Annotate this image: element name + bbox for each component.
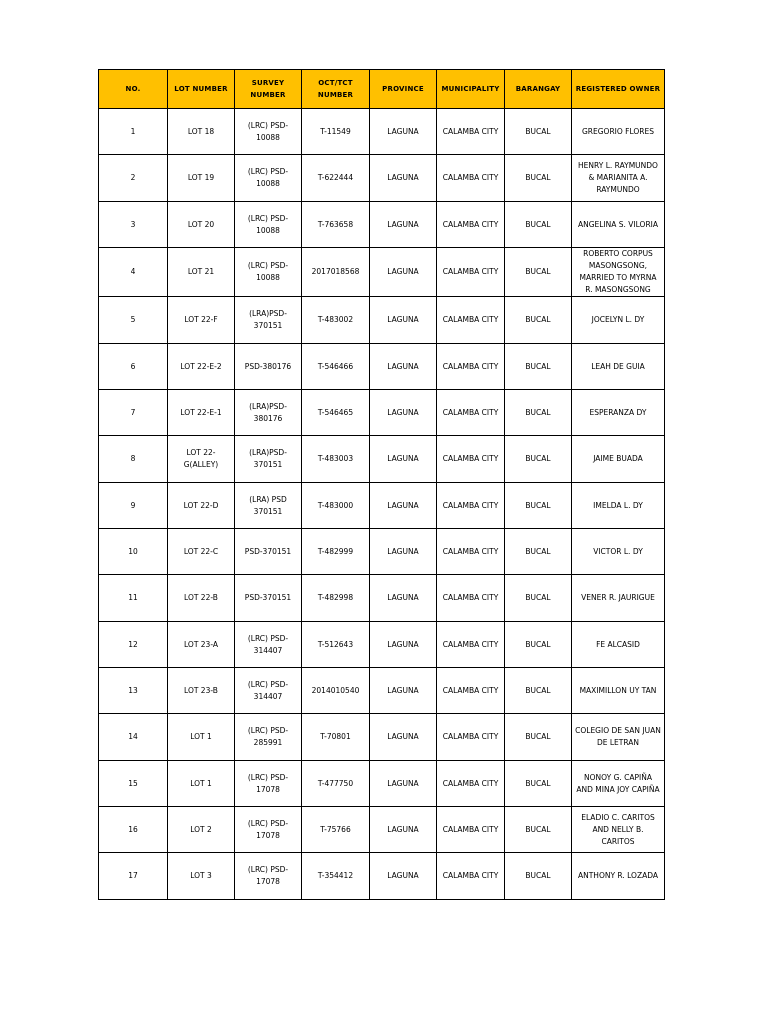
cell-barangay: BUCAL — [505, 622, 572, 668]
cell-registered-owner: FE ALCASID — [572, 622, 665, 668]
cell-municipality: CALAMBA CITY — [437, 529, 505, 575]
cell-barangay: BUCAL — [505, 344, 572, 390]
cell-no: 10 — [99, 529, 168, 575]
cell-barangay: BUCAL — [505, 761, 572, 807]
cell-barangay: BUCAL — [505, 155, 572, 202]
cell-barangay: BUCAL — [505, 483, 572, 529]
cell-oct-tct-number: T-482998 — [302, 575, 370, 622]
cell-municipality: CALAMBA CITY — [437, 483, 505, 529]
cell-no: 15 — [99, 761, 168, 807]
cell-registered-owner: JAIME BUADA — [572, 436, 665, 483]
header-oct-tct-number: OCT/TCT NUMBER — [302, 70, 370, 109]
cell-registered-owner: HENRY L. RAYMUNDO & MARIANITA A. RAYMUNDO — [572, 155, 665, 202]
cell-lot-number: LOT 23-B — [168, 668, 235, 714]
cell-oct-tct-number: T-546465 — [302, 390, 370, 436]
cell-no: 16 — [99, 807, 168, 853]
cell-registered-owner: COLEGIO DE SAN JUAN DE LETRAN — [572, 714, 665, 761]
cell-lot-number: LOT 22-D — [168, 483, 235, 529]
header-survey-number: SURVEY NUMBER — [235, 70, 302, 109]
cell-no: 17 — [99, 853, 168, 900]
cell-survey-number: (LRC) PSD-10088 — [235, 109, 302, 155]
table-row — [99, 807, 665, 853]
table-row — [99, 761, 665, 807]
cell-province: LAGUNA — [370, 155, 437, 202]
table-row — [99, 202, 665, 248]
cell-registered-owner: JOCELYN L. DY — [572, 297, 665, 344]
table-row — [99, 529, 665, 575]
cell-municipality: CALAMBA CITY — [437, 436, 505, 483]
cell-lot-number: LOT 23-A — [168, 622, 235, 668]
cell-municipality: CALAMBA CITY — [437, 761, 505, 807]
table-body — [99, 109, 665, 900]
table-row — [99, 853, 665, 900]
cell-survey-number: (LRC) PSD-314407 — [235, 622, 302, 668]
cell-province: LAGUNA — [370, 575, 437, 622]
cell-survey-number: (LRC) PSD-17078 — [235, 853, 302, 900]
cell-survey-number: PSD-370151 — [235, 575, 302, 622]
cell-barangay: BUCAL — [505, 248, 572, 297]
cell-no: 11 — [99, 575, 168, 622]
cell-municipality: CALAMBA CITY — [437, 248, 505, 297]
cell-no: 13 — [99, 668, 168, 714]
cell-oct-tct-number: T-482999 — [302, 529, 370, 575]
cell-registered-owner: VICTOR L. DY — [572, 529, 665, 575]
cell-lot-number: LOT 2 — [168, 807, 235, 853]
lot-ownership-table — [98, 69, 665, 900]
cell-survey-number: (LRA) PSD 370151 — [235, 483, 302, 529]
cell-lot-number: LOT 22-G(ALLEY) — [168, 436, 235, 483]
cell-survey-number: PSD-380176 — [235, 344, 302, 390]
cell-lot-number: LOT 18 — [168, 109, 235, 155]
cell-survey-number: (LRC) PSD-10088 — [235, 202, 302, 248]
cell-lot-number: LOT 3 — [168, 853, 235, 900]
table-row — [99, 248, 665, 297]
cell-oct-tct-number: T-483002 — [302, 297, 370, 344]
cell-lot-number: LOT 22-C — [168, 529, 235, 575]
cell-lot-number: LOT 1 — [168, 714, 235, 761]
cell-lot-number: LOT 19 — [168, 155, 235, 202]
cell-barangay: BUCAL — [505, 202, 572, 248]
cell-survey-number: (LRC) PSD-10088 — [235, 155, 302, 202]
cell-registered-owner: ESPERANZA DY — [572, 390, 665, 436]
cell-lot-number: LOT 22-F — [168, 297, 235, 344]
cell-no: 9 — [99, 483, 168, 529]
table-row — [99, 714, 665, 761]
cell-municipality: CALAMBA CITY — [437, 297, 505, 344]
cell-no: 7 — [99, 390, 168, 436]
cell-registered-owner: ELADIO C. CARITOS AND NELLY B. CARITOS — [572, 807, 665, 853]
header-row — [99, 70, 665, 109]
table-row — [99, 436, 665, 483]
cell-lot-number: LOT 22-E-1 — [168, 390, 235, 436]
cell-barangay: BUCAL — [505, 668, 572, 714]
cell-survey-number: (LRA)PSD-370151 — [235, 436, 302, 483]
cell-oct-tct-number: T-75766 — [302, 807, 370, 853]
cell-barangay: BUCAL — [505, 807, 572, 853]
header-lot-number: LOT NUMBER — [168, 70, 235, 109]
cell-municipality: CALAMBA CITY — [437, 109, 505, 155]
cell-barangay: BUCAL — [505, 575, 572, 622]
table-row — [99, 344, 665, 390]
table-header — [99, 70, 665, 109]
header-no: NO. — [99, 70, 168, 109]
cell-registered-owner: MAXIMILLON UY TAN — [572, 668, 665, 714]
cell-no: 2 — [99, 155, 168, 202]
table-row — [99, 297, 665, 344]
cell-no: 1 — [99, 109, 168, 155]
cell-lot-number: LOT 22-E-2 — [168, 344, 235, 390]
cell-municipality: CALAMBA CITY — [437, 575, 505, 622]
cell-no: 12 — [99, 622, 168, 668]
cell-barangay: BUCAL — [505, 853, 572, 900]
cell-province: LAGUNA — [370, 853, 437, 900]
table-row — [99, 109, 665, 155]
header-municipality: MUNICIPALITY — [437, 70, 505, 109]
cell-survey-number: (LRC) PSD-17078 — [235, 761, 302, 807]
table-row — [99, 390, 665, 436]
table-row — [99, 575, 665, 622]
cell-lot-number: LOT 1 — [168, 761, 235, 807]
cell-survey-number: (LRC) PSD-285991 — [235, 714, 302, 761]
cell-oct-tct-number: T-483000 — [302, 483, 370, 529]
cell-oct-tct-number: T-354412 — [302, 853, 370, 900]
cell-barangay: BUCAL — [505, 529, 572, 575]
cell-barangay: BUCAL — [505, 297, 572, 344]
cell-no: 8 — [99, 436, 168, 483]
cell-province: LAGUNA — [370, 109, 437, 155]
cell-no: 4 — [99, 248, 168, 297]
cell-registered-owner: IMELDA L. DY — [572, 483, 665, 529]
cell-registered-owner: ANGELINA S. VILORIA — [572, 202, 665, 248]
cell-oct-tct-number: T-763658 — [302, 202, 370, 248]
cell-barangay: BUCAL — [505, 714, 572, 761]
cell-survey-number: PSD-370151 — [235, 529, 302, 575]
cell-municipality: CALAMBA CITY — [437, 853, 505, 900]
cell-registered-owner: LEAH DE GUIA — [572, 344, 665, 390]
cell-oct-tct-number: T-70801 — [302, 714, 370, 761]
cell-no: 5 — [99, 297, 168, 344]
cell-province: LAGUNA — [370, 761, 437, 807]
cell-municipality: CALAMBA CITY — [437, 202, 505, 248]
cell-survey-number: (LRC) PSD-17078 — [235, 807, 302, 853]
header-registered-owner: REGISTERED OWNER — [572, 70, 665, 109]
cell-municipality: CALAMBA CITY — [437, 344, 505, 390]
cell-registered-owner: ANTHONY R. LOZADA — [572, 853, 665, 900]
cell-municipality: CALAMBA CITY — [437, 807, 505, 853]
cell-province: LAGUNA — [370, 622, 437, 668]
cell-no: 6 — [99, 344, 168, 390]
cell-survey-number: (LRC) PSD-10088 — [235, 248, 302, 297]
header-province: PROVINCE — [370, 70, 437, 109]
cell-province: LAGUNA — [370, 436, 437, 483]
cell-oct-tct-number: 2014010540 — [302, 668, 370, 714]
cell-province: LAGUNA — [370, 390, 437, 436]
cell-no: 14 — [99, 714, 168, 761]
cell-survey-number: (LRA)PSD-370151 — [235, 297, 302, 344]
cell-registered-owner: NONOY G. CAPIÑA AND MINA JOY CAPIÑA — [572, 761, 665, 807]
cell-province: LAGUNA — [370, 668, 437, 714]
cell-lot-number: LOT 21 — [168, 248, 235, 297]
cell-oct-tct-number: 2017018568 — [302, 248, 370, 297]
cell-municipality: CALAMBA CITY — [437, 622, 505, 668]
cell-province: LAGUNA — [370, 529, 437, 575]
cell-survey-number: (LRC) PSD-314407 — [235, 668, 302, 714]
cell-lot-number: LOT 22-B — [168, 575, 235, 622]
cell-no: 3 — [99, 202, 168, 248]
cell-province: LAGUNA — [370, 483, 437, 529]
cell-municipality: CALAMBA CITY — [437, 390, 505, 436]
cell-registered-owner: VENER R. JAURIGUE — [572, 575, 665, 622]
cell-municipality: CALAMBA CITY — [437, 668, 505, 714]
cell-province: LAGUNA — [370, 202, 437, 248]
table-row — [99, 622, 665, 668]
header-barangay: BARANGAY — [505, 70, 572, 109]
cell-oct-tct-number: T-483003 — [302, 436, 370, 483]
table-row — [99, 483, 665, 529]
cell-oct-tct-number: T-512643 — [302, 622, 370, 668]
cell-oct-tct-number: T-11549 — [302, 109, 370, 155]
cell-barangay: BUCAL — [505, 390, 572, 436]
cell-municipality: CALAMBA CITY — [437, 714, 505, 761]
cell-province: LAGUNA — [370, 807, 437, 853]
cell-barangay: BUCAL — [505, 436, 572, 483]
cell-province: LAGUNA — [370, 344, 437, 390]
cell-barangay: BUCAL — [505, 109, 572, 155]
cell-municipality: CALAMBA CITY — [437, 155, 505, 202]
cell-registered-owner: GREGORIO FLORES — [572, 109, 665, 155]
cell-oct-tct-number: T-622444 — [302, 155, 370, 202]
table-row — [99, 155, 665, 202]
cell-province: LAGUNA — [370, 714, 437, 761]
cell-survey-number: (LRA)PSD-380176 — [235, 390, 302, 436]
cell-registered-owner: ROBERTO CORPUS MASONGSONG, MARRIED TO MYRNA R. MASONGSONG — [572, 248, 665, 297]
table-row — [99, 668, 665, 714]
cell-province: LAGUNA — [370, 248, 437, 297]
cell-oct-tct-number: T-546466 — [302, 344, 370, 390]
cell-province: LAGUNA — [370, 297, 437, 344]
cell-lot-number: LOT 20 — [168, 202, 235, 248]
cell-oct-tct-number: T-477750 — [302, 761, 370, 807]
